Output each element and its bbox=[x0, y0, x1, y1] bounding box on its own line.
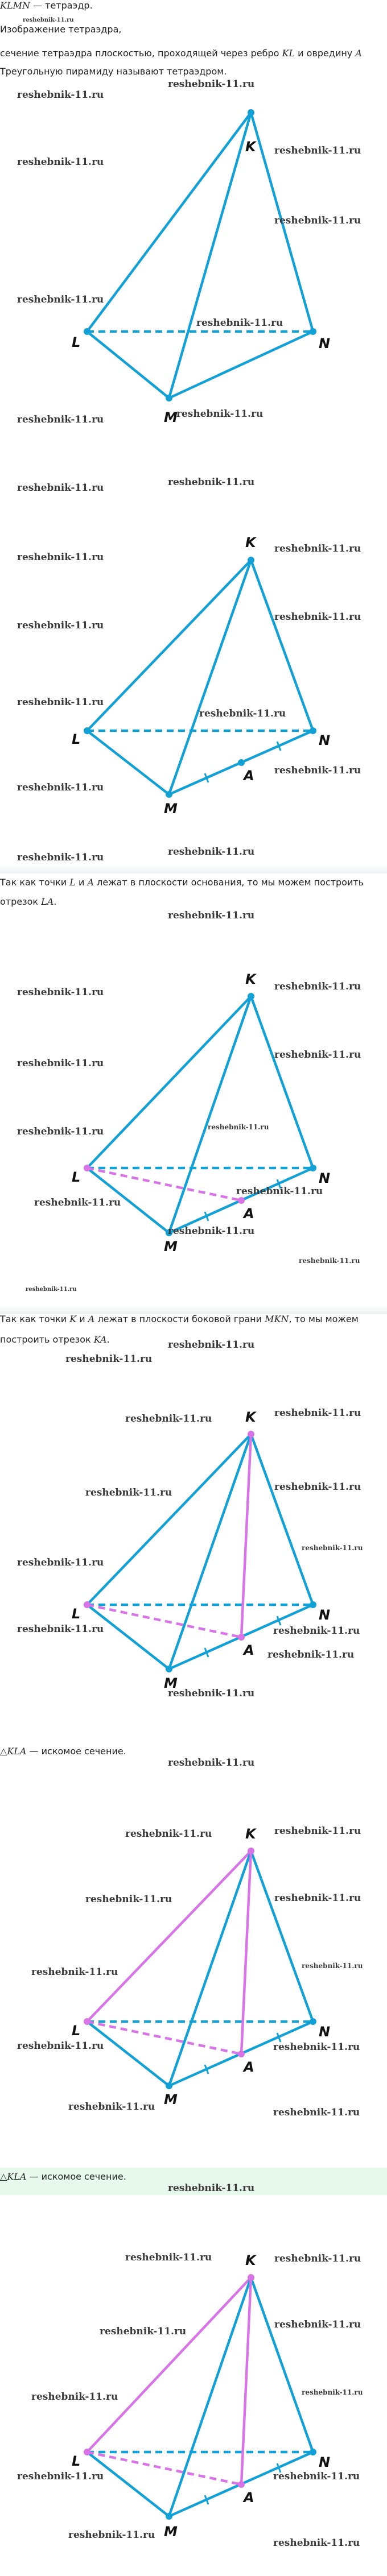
watermark: reshebnik-11.ru bbox=[274, 611, 361, 623]
vertex-dot-k bbox=[248, 2274, 254, 2281]
step-text: Так как точки bbox=[0, 1314, 70, 1324]
watermark: reshebnik-11.ru bbox=[273, 2537, 360, 2549]
vertex-label-a: A bbox=[244, 768, 254, 784]
intro-text: и овредину bbox=[295, 48, 356, 59]
watermark: reshebnik-11.ru bbox=[274, 2253, 361, 2264]
intro-math-kl: KL bbox=[282, 48, 295, 59]
vertex-dot-m bbox=[166, 2513, 172, 2520]
watermark: reshebnik-11.ru bbox=[17, 852, 104, 863]
vertex-label-m: M bbox=[164, 1675, 178, 1691]
vertex-label-n: N bbox=[319, 2454, 331, 2470]
watermark: reshebnik-11.ru bbox=[17, 2040, 104, 2052]
math-triangle-kla: △KLA bbox=[0, 1746, 27, 1757]
watermark: reshebnik-11.ru bbox=[125, 1413, 212, 1424]
segment-lk bbox=[87, 2277, 251, 2452]
step-text: лежат в плоскости основания, то мы можем построить bbox=[94, 877, 364, 888]
vertex-label-a: A bbox=[244, 2059, 254, 2075]
watermark: reshebnik-11.ru bbox=[168, 910, 255, 921]
intro-math-a: A bbox=[355, 48, 362, 59]
watermark: reshebnik-11.ru bbox=[17, 697, 104, 708]
segment-ka bbox=[241, 2277, 251, 2484]
vertex-label-k: K bbox=[245, 1409, 256, 1425]
intro-text: сечение тетраэдра плоскостью, проходящей через ребро bbox=[0, 48, 282, 59]
intro-math-klmn: KLMN bbox=[0, 0, 30, 11]
watermark: reshebnik-11.ru bbox=[168, 2182, 255, 2194]
watermark: reshebnik-11.ru bbox=[17, 482, 104, 494]
watermark: reshebnik-11.ru bbox=[168, 846, 255, 858]
vertex-dot-a bbox=[238, 2481, 245, 2488]
vertex-dot-n bbox=[310, 2449, 316, 2455]
step-text: отрезок bbox=[0, 896, 42, 907]
watermark: reshebnik-11.ru bbox=[273, 1625, 360, 1637]
intro-text: — тетраэдр. bbox=[30, 0, 93, 11]
watermark: reshebnik-11.ru bbox=[168, 1225, 255, 1237]
watermark: reshebnik-11.ru bbox=[26, 1286, 77, 1293]
vertex-label-l: L bbox=[72, 2453, 81, 2469]
watermark: reshebnik-11.ru bbox=[168, 1757, 255, 1769]
watermark: reshebnik-11.ru bbox=[17, 987, 104, 998]
watermark: reshebnik-11.ru bbox=[17, 2471, 104, 2482]
watermark: reshebnik-11.ru bbox=[168, 78, 255, 90]
watermark: reshebnik-11.ru bbox=[17, 89, 104, 101]
watermark: reshebnik-11.ru bbox=[31, 1966, 118, 1978]
watermark: reshebnik-11.ru bbox=[34, 1197, 121, 1208]
step-text: . bbox=[106, 1334, 110, 1345]
math-a: A bbox=[87, 877, 94, 888]
watermark: reshebnik-11.ru bbox=[273, 2471, 360, 2482]
watermark: reshebnik-11.ru bbox=[273, 2107, 360, 2118]
watermark: reshebnik-11.ru bbox=[199, 708, 286, 719]
vertex-label-a: A bbox=[244, 1642, 254, 1658]
watermark: reshebnik-11.ru bbox=[168, 1688, 255, 1699]
vertex-label-n: N bbox=[319, 732, 331, 748]
watermark: reshebnik-11.ru bbox=[17, 414, 104, 425]
vertex-label-m: M bbox=[164, 409, 178, 425]
watermark: reshebnik-11.ru bbox=[125, 2252, 212, 2263]
watermark: reshebnik-11.ru bbox=[176, 408, 264, 420]
watermark: reshebnik-11.ru bbox=[299, 1257, 360, 1265]
vertex-label-n: N bbox=[319, 1607, 331, 1623]
segment-la bbox=[87, 2452, 241, 2484]
watermark: reshebnik-11.ru bbox=[267, 1649, 355, 1660]
vertex-label-m: M bbox=[164, 801, 178, 817]
vertex-label-k: K bbox=[245, 971, 256, 987]
watermark: reshebnik-11.ru bbox=[85, 1894, 172, 1905]
vertex-label-l: L bbox=[72, 334, 81, 350]
math-k: K bbox=[69, 1314, 77, 1324]
watermark: reshebnik-11.ru bbox=[274, 1825, 361, 1837]
watermark: reshebnik-11.ru bbox=[17, 1557, 104, 1568]
watermark: reshebnik-11.ru bbox=[302, 1544, 363, 1552]
watermark: reshebnik-11.ru bbox=[168, 477, 255, 488]
step-text: — искомое сечение. bbox=[26, 2171, 126, 2182]
watermark: reshebnik-11.ru bbox=[17, 1624, 104, 1635]
watermark: reshebnik-11.ru bbox=[274, 981, 361, 992]
watermark: reshebnik-11.ru bbox=[274, 215, 361, 226]
vertex-label-l: L bbox=[72, 2023, 81, 2039]
math-ka: KA bbox=[93, 1334, 107, 1345]
watermark: reshebnik-11.ru bbox=[100, 2326, 187, 2337]
watermark: reshebnik-11.ru bbox=[274, 2319, 361, 2330]
vertex-label-n: N bbox=[319, 336, 331, 351]
watermark: reshebnik-11.ru bbox=[302, 2388, 363, 2396]
step-text: Так как точки bbox=[0, 877, 70, 888]
step-text: — искомое сечение. bbox=[26, 1746, 126, 1757]
watermark: reshebnik-11.ru bbox=[17, 782, 104, 793]
watermark: reshebnik-11.ru bbox=[68, 2101, 155, 2113]
watermark: reshebnik-11.ru bbox=[68, 2529, 155, 2541]
vertex-label-l: L bbox=[72, 731, 81, 747]
watermark: reshebnik-11.ru bbox=[274, 1892, 361, 1904]
vertex-label-m: M bbox=[164, 2524, 178, 2540]
watermark: reshebnik-11.ru bbox=[65, 1353, 153, 1365]
math-triangle-kla: △KLA bbox=[0, 2171, 27, 2182]
edge-kn bbox=[251, 2277, 313, 2452]
watermark: reshebnik-11.ru bbox=[208, 1123, 269, 1131]
watermark: reshebnik-11.ru bbox=[17, 156, 104, 168]
vertex-label-a: A bbox=[244, 2490, 254, 2505]
watermark: reshebnik-11.ru bbox=[85, 1487, 172, 1498]
watermark: reshebnik-11.ru bbox=[168, 1339, 255, 1351]
step-text: , то мы можем bbox=[289, 1314, 359, 1324]
vertex-label-n: N bbox=[319, 2024, 331, 2040]
vertex-dot-l bbox=[84, 2449, 90, 2455]
edge-mk bbox=[169, 2277, 251, 2516]
vertex-label-l: L bbox=[72, 1169, 81, 1185]
watermark: reshebnik-11.ru bbox=[31, 2391, 118, 2403]
watermark: reshebnik-11.ru bbox=[17, 294, 104, 305]
watermark: reshebnik-11.ru bbox=[125, 1828, 212, 1840]
watermark: reshebnik-11.ru bbox=[196, 317, 283, 329]
vertex-label-l: L bbox=[72, 1606, 81, 1622]
watermark: reshebnik-11.ru bbox=[17, 620, 104, 631]
math-l: L bbox=[69, 877, 76, 888]
math-mkn: MKN bbox=[265, 1314, 289, 1324]
watermark: reshebnik-11.ru bbox=[17, 552, 104, 563]
math-a: A bbox=[88, 1314, 95, 1324]
vertex-label-k: K bbox=[245, 2252, 256, 2268]
watermark: reshebnik-11.ru bbox=[274, 1049, 361, 1061]
watermark: reshebnik-11.ru bbox=[236, 1186, 323, 1197]
watermark: reshebnik-11.ru bbox=[274, 1481, 361, 1493]
vertex-label-k: K bbox=[245, 535, 256, 550]
intro-line-4: Треугольную пирамиду называют тетраэдром. bbox=[0, 66, 227, 77]
vertex-label-m: M bbox=[164, 2092, 178, 2107]
vertex-label-k: K bbox=[245, 139, 256, 155]
watermark: reshebnik-11.ru bbox=[274, 145, 361, 156]
watermark: reshebnik-11.ru bbox=[23, 17, 74, 23]
watermark: reshebnik-11.ru bbox=[274, 765, 361, 776]
step-text: лежат в плоскости боковой грани bbox=[94, 1314, 265, 1324]
vertex-label-n: N bbox=[319, 1170, 331, 1186]
watermark: reshebnik-11.ru bbox=[302, 1962, 363, 1970]
step-text: . bbox=[53, 896, 57, 907]
watermark: reshebnik-11.ru bbox=[274, 1407, 361, 1419]
step-text: построить отрезок bbox=[0, 1334, 94, 1345]
watermark: reshebnik-11.ru bbox=[17, 1126, 104, 1137]
watermark: reshebnik-11.ru bbox=[273, 2041, 360, 2053]
intro-line-2: Изображение тетраэдра, bbox=[0, 24, 122, 35]
watermark: reshebnik-11.ru bbox=[17, 1058, 104, 1069]
math-la: LA bbox=[41, 896, 54, 907]
step-text: и bbox=[76, 1314, 88, 1324]
vertex-label-m: M bbox=[164, 1239, 178, 1254]
edge-lm bbox=[87, 2452, 169, 2516]
watermark: reshebnik-11.ru bbox=[274, 543, 361, 554]
vertex-label-k: K bbox=[245, 1826, 256, 1842]
step-text: и bbox=[75, 877, 88, 888]
vertex-label-a: A bbox=[244, 1206, 254, 1221]
